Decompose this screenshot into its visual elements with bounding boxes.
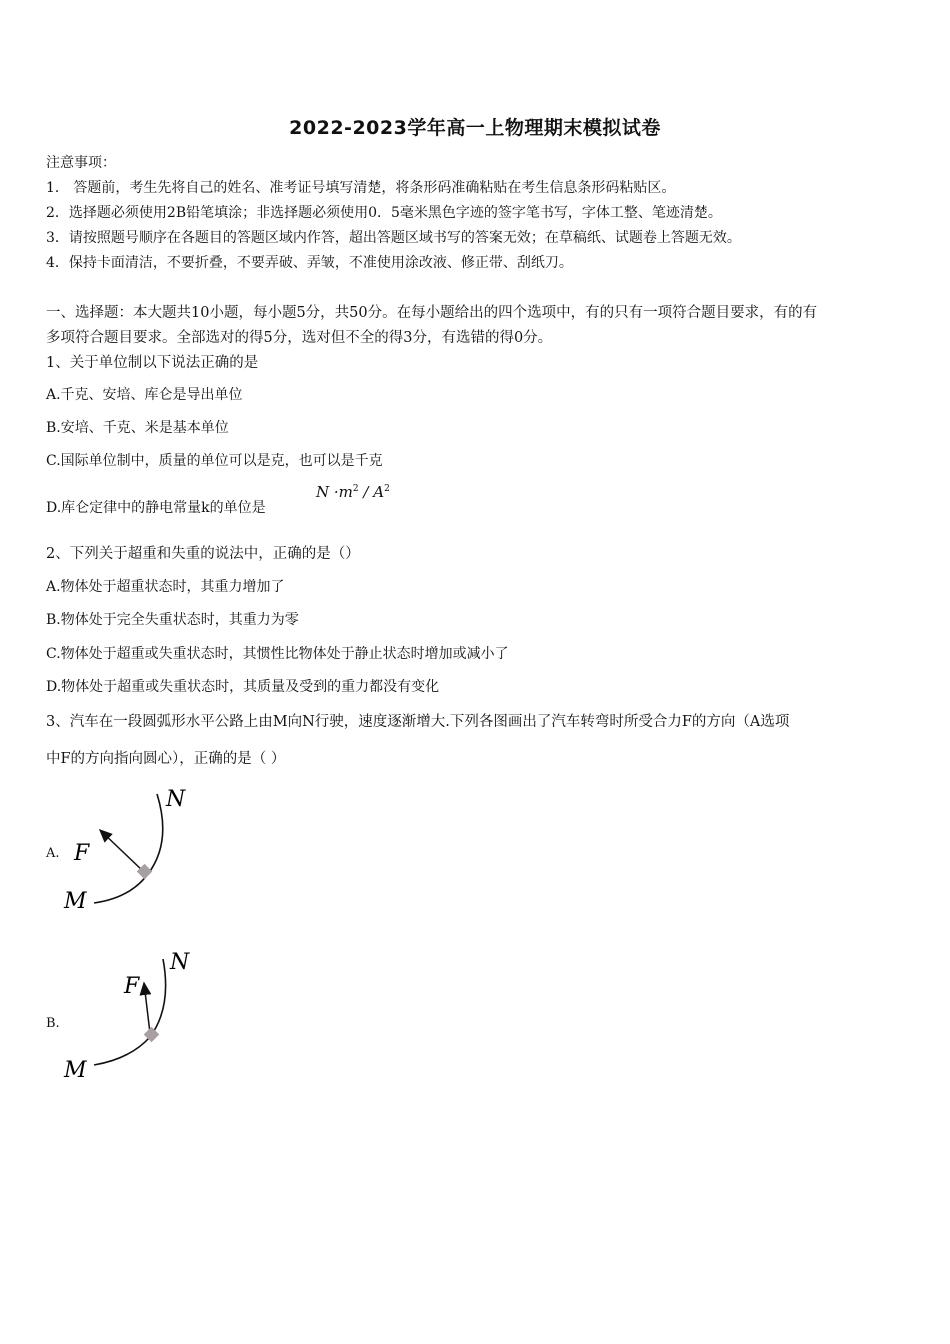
question-1-option-c: C.国际单位制中，质量的单位可以是克，也可以是千克 [46,453,383,469]
question-1-option-b: B.安培、千克、米是基本单位 [46,420,229,436]
section-instructions: 多项符合题目要求。全部选对的得5分，选对但不全的得3分，有选错的得0分。 [46,330,553,346]
car-marker [137,864,153,880]
force-arrow [144,983,150,1033]
force-diagram-b [60,945,210,1085]
label-n: N [170,950,190,975]
question-2-option-a: A.物体处于超重状态时，其重力增加了 [46,579,285,595]
notice-item: 2．选择题必须使用2B铅笔填涂；非选择题必须使用0．5毫米黑色字迹的签字笔书写，字体工整、笔迹清楚。 [46,205,722,221]
unit-formula: $N \cdot m^2 / A^2$ [316,483,390,501]
notice-item: 1． 答题前，考生先将自己的姓名、准考证号填写清楚，将条形码准确粘贴在考生信息条形码粘贴区。 [46,180,676,196]
notice-item: 3．请按照题号顺序在各题目的答题区域内作答，超出答题区域书写的答案无效；在草稿纸、试题卷上答题无效。 [46,230,741,246]
question-1-option-d: D.库仑定律中的静电常量k的单位是 [46,500,266,516]
label-n: N [166,787,186,812]
question-3-option-a-label: A. [46,846,60,861]
force-diagram-a [60,780,210,920]
force-arrow [100,830,144,872]
curved-road-path [94,794,163,903]
question-2-option-c: C.物体处于超重或失重状态时，其惯性比物体处于静止状态时增加或减小了 [46,646,509,662]
question-3-option-b-label: B. [46,1016,60,1031]
section-instructions: 一、选择题：本大题共10小题，每小题5分，共50分。在每小题给出的四个选项中，有的只有一项符合题目要求，有的有 [46,305,818,321]
notice-heading: 注意事项： [46,155,116,171]
question-2-stem: 2、下列关于超重和失重的说法中，正确的是（） [46,546,360,562]
question-3-stem: 中F的方向指向圆心），正确的是（ ） [46,751,286,767]
label-m: M [64,889,87,914]
notice-item: 4．保持卡面清洁，不要折叠，不要弄破、弄皱，不准使用涂改液、修正带、刮纸刀。 [46,255,573,271]
question-3-stem: 3、汽车在一段圆弧形水平公路上由M向N行驶，速度逐渐增大.下列各图画出了汽车转弯时所受合力F的方向（A选项 [46,714,790,730]
question-2-option-d: D.物体处于超重或失重状态时，其质量及受到的重力都没有变化 [46,679,440,695]
page-title: 2022-2023学年高一上物理期末模拟试卷 [289,117,661,139]
question-1-option-a: A.千克、安培、库仑是导出单位 [46,387,243,403]
question-2-option-b: B.物体处于完全失重状态时，其重力为零 [46,612,299,628]
question-1-stem: 1、关于单位制以下说法正确的是 [46,355,259,371]
label-m: M [64,1058,87,1083]
label-f: F [124,974,140,999]
label-f: F [74,841,90,866]
